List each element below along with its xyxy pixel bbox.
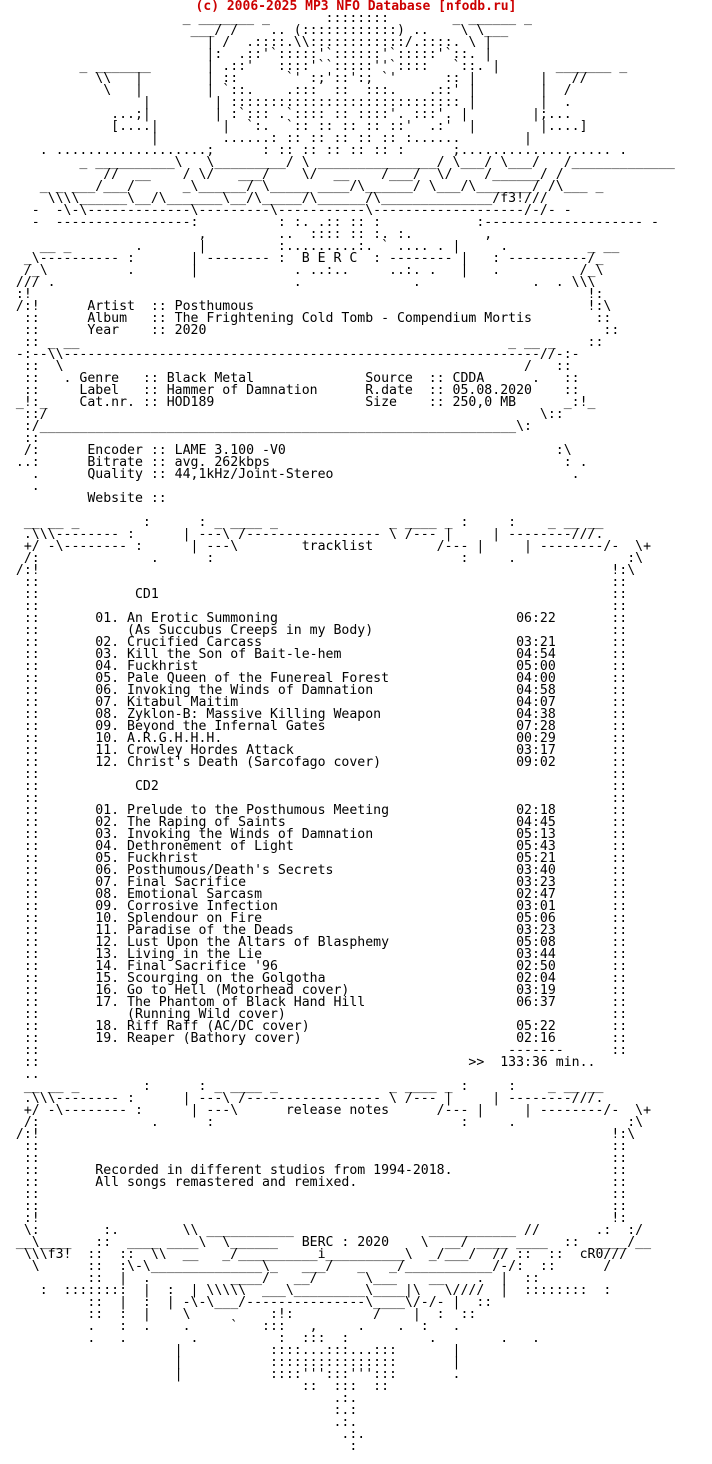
- nfo-line: - -\-\-------------\---------\-----------\-------------------/-/- -: [0, 203, 572, 218]
- nfo-line: // __ / \/ ___/ \/ __ /___/ \/ /______/ /: [0, 167, 564, 182]
- nfo-line: /: Encoder :: LAME 3.100 -V0 :\: [0, 443, 572, 458]
- nfo-line: | ::::...:::...::: |: [0, 1343, 461, 1358]
- nfo-line: :: ::: [0, 791, 628, 806]
- nfo-line: :: 07. Kitabul Maitim 04:07 ::: [0, 695, 628, 710]
- nfo-line: /: . : : . :\: [0, 1115, 644, 1130]
- nfo-ascii-art: [0, 13, 675, 1453]
- nfo-line: _\---------- : | -------- : B E R C : -------- | : ----------/_: [0, 251, 604, 266]
- nfo-line: /_\ . | . ..:.. ..:. . | . /_\: [0, 263, 604, 278]
- nfo-line: __ __ _ : : _ ____ _ _ ____ _ : : _ __ __: [0, 515, 604, 530]
- nfo-line: | ......: :: :: :: :: :: :...... |: [0, 131, 532, 146]
- nfo-line: . ...................; : :: :: :: :: :: : ;................... .: [0, 143, 628, 158]
- site-header: (c) 2006-2025 MP3 NFO Database [nfodb.ru]: [195, 0, 517, 14]
- nfo-line: :: | . ____/ __/ \___ __ . | ::: [0, 1271, 540, 1286]
- nfo-line: :: Album :: The Frightening Cold Tomb - Compendium Mortis ::: [0, 311, 612, 326]
- nfo-line: :: Year :: 2020 ::: [0, 323, 620, 338]
- nfo-line: :: 19. Reaper (Bathory cover) 02:16 ::: [0, 1031, 628, 1046]
- nfo-line: | ::::''':::'''::: .: [0, 1367, 461, 1382]
- nfo-line: /:! !:\: [0, 563, 636, 578]
- nfo-line: :: CD1 ::: [0, 587, 628, 602]
- nfo-line: :: | : | -\-\___/---------------\____\/-/- | ::: [0, 1295, 493, 1310]
- nfo-line: :: 15. Scourging on the Golgotha 02:04 ::: [0, 971, 628, 986]
- nfo-line: /:! !:\: [0, 1127, 636, 1142]
- nfo-line: . : . . ` ::: , . . : .: [0, 1319, 461, 1334]
- nfo-line: :: 14. Final Sacrifice '96 02:50 ::: [0, 959, 628, 974]
- nfo-line: :: 11. Crowley Hordes Attack 03:17 ::: [0, 743, 628, 758]
- nfo-line: :: 02. Crucified Carcass 03:21 ::: [0, 635, 628, 650]
- nfo-line: __ __ _ : : _ ____ _ _ ____ _ : : _ __ __: [0, 1079, 604, 1094]
- nfo-line: :: 13. Living in the Lie 03:44 ::: [0, 947, 628, 962]
- nfo-line: :: 03. Invoking the Winds of Damnation 05:13 ::: [0, 827, 628, 842]
- nfo-line: /// . . . . . \\\: [0, 275, 596, 290]
- nfo-line: :: 09. Corrosive Infection 03:01 ::: [0, 899, 628, 914]
- nfo-line: | / .::::.\\::::::::::::/.::::. \ |: [0, 35, 493, 50]
- nfo-line: :: ::: [0, 599, 628, 614]
- nfo-line: :: All songs remastered and remixed. ::: [0, 1175, 628, 1190]
- nfo-line: +/ -\-------- : | ---\ tracklist /--- | | --------/- \+: [0, 539, 652, 554]
- nfo-line: _ _______ _ :::::::: _ ______ _: [0, 11, 532, 26]
- nfo-line: :: 01. An Erotic Summoning 06:22 ::: [0, 611, 628, 626]
- nfo-line: _!:_ Cat.nr. :: HOD189 Size :: 250,0 MB _:!_: [0, 395, 596, 410]
- nfo-line: .\\\-------- : | ---\ /----------------- \ /--- | | --------///.: [0, 1091, 604, 1106]
- nfo-line: \\\f3! :: :: \\ __ _/__________i__________\ _/___/ // :: :: cR0///: [0, 1247, 628, 1262]
- nfo-line: +/ -\-------- : | ---\ release notes /--- | | --------/- \+: [0, 1103, 652, 1118]
- nfo-line: :/____________________________________________________________\:: [0, 419, 532, 434]
- nfo-line: :: >> 133:36 min..: [0, 1055, 596, 1070]
- nfo-line: :: 05. Fuckhrist 05:21 ::: [0, 851, 628, 866]
- nfo-line: :: CD2 ::: [0, 779, 628, 794]
- nfo-line: ..: [0, 1067, 40, 1082]
- nfo-line: :! !:: [0, 1211, 628, 1226]
- nfo-line: [....| | `:. `:: :: :: :: ::' .:' | |....]: [0, 119, 588, 134]
- nfo-line: :: 10. A.R.G.H.H.H. 00:29 ::: [0, 731, 628, 746]
- nfo-line: - -----------------: : :. .:: :: : :-------------------- -: [0, 215, 659, 230]
- nfo-line: :: ::: [0, 1151, 628, 1166]
- nfo-line: :: 12. Christ's Death (Sarcofago cover) 09:02 ::: [0, 755, 628, 770]
- nfo-line: :: ::: [0, 575, 628, 590]
- nfo-line: , .. :::: :: :. :. ,: [0, 227, 493, 242]
- nfo-line: :: 06. Posthumous/Death's Secrets 03:40 ::: [0, 863, 628, 878]
- nfo-line: :: ::: [0, 1199, 628, 1214]
- nfo-line: :: 09. Beyond the Infernal Gates 07:28 ::: [0, 719, 628, 734]
- nfo-line: | :::::::::::::::: |: [0, 1355, 461, 1370]
- nfo-line: :: ::: [0, 1139, 628, 1154]
- nfo-line: __\____ :: ____ ____\ \______ BERC : 2020 \ __/ ____ ____ :: ____/__: [0, 1235, 652, 1250]
- nfo-line: ..: Bitrate :: avg. 262kbps : .: [0, 455, 588, 470]
- nfo-line: :: (Running Wild cover) ::: [0, 1007, 628, 1022]
- nfo-line: /: . : : . :\: [0, 551, 644, 566]
- nfo-line: ::: [0, 431, 40, 446]
- nfo-line: \ | | `::. .::: :: :::. .::' | | /: [0, 83, 572, 98]
- nfo-line: /:! Artist :: Posthumous !:\: [0, 299, 612, 314]
- nfo-line: :: ::: ::: [0, 1379, 390, 1394]
- nfo-line: :: 12. Lust Upon the Altars of Blasphemy 05:08 ::: [0, 935, 628, 950]
- nfo-line: :: ::: [0, 767, 628, 782]
- nfo-line: :: Recorded in different studios from 1994-2018. ::: [0, 1163, 628, 1178]
- nfo-line: :: [0, 1439, 358, 1454]
- nfo-line: :: 10. Splendour on Fire 05:06 ::: [0, 911, 628, 926]
- nfo-line: :: 18. Riff Raff (AC/DC cover) 05:22 ::: [0, 1019, 628, 1034]
- nfo-line: :: 08. Emotional Sarcasm 02:47 ::: [0, 887, 628, 902]
- nfo-line: _ __________\ \_________/ \ _______________/ \___/ \___/ /_____________: [0, 155, 675, 170]
- nfo-line: \: :. \\ ___________ ___________ // .: :/: [0, 1223, 644, 1238]
- nfo-line: .:.: [0, 1427, 366, 1442]
- nfo-line: \ :: :\-\______________\_ ___/ _ _/___________/-/: :: /: [0, 1259, 612, 1274]
- nfo-line: : :::::::: | : | \\\\\ ___\_________\____|\ \//// | :::::::: :: [0, 1283, 612, 1298]
- nfo-line: :: 05. Pale Queen of the Funereal Forest 04:00 ::: [0, 671, 628, 686]
- nfo-line: :: 17. The Phantom of Black Hand Hill 06:37 ::: [0, 995, 628, 1010]
- nfo-line: :: 04. Fuckhrist 05:00 ::: [0, 659, 628, 674]
- nfo-line: :: 06. Invoking the Winds of Damnation 04:58 ::: [0, 683, 628, 698]
- nfo-line: :: 02. The Raping of Saints 04:45 ::: [0, 815, 628, 830]
- nfo-line: ___/ / .. (::::::::::::) .. \ \___: [0, 23, 509, 38]
- nfo-line: :: . Genre :: Black Metal Source :: CDDA . ::: [0, 371, 580, 386]
- nfo-line: _ _______ | .::' ::::'``:::::''`:::: `::. | _______ _: [0, 59, 628, 74]
- nfo-line: .\\\-------- : | ---\ /----------------- \ /--- | | --------///.: [0, 527, 604, 542]
- nfo-line: :: : | \ :!: / | : ::: [0, 1307, 477, 1322]
- nfo-line: .:.: [0, 1415, 358, 1430]
- nfo-line: |: .::'`:::::'`::::::'`:::::'`::. |: [0, 47, 493, 62]
- nfo-line: :: 04. Dethronement of Light 05:43 ::: [0, 839, 628, 854]
- nfo-line: :: 07. Final Sacrifice 03:23 ::: [0, 875, 628, 890]
- nfo-line: :.:: [0, 1403, 358, 1418]
- nfo-line: :: \ / ::: [0, 359, 572, 374]
- nfo-line: :: 01. Prelude to the Posthumous Meeting 02:18 ::: [0, 803, 628, 818]
- nfo-line: ::/ \::: [0, 407, 564, 422]
- nfo-line: __ _ . | :.........:. ` .... . | . _ __: [0, 239, 620, 254]
- nfo-line: :: 03. Kill the Son of Bait-le-hem 04:54 ::: [0, 647, 628, 662]
- nfo-line: | | ::::::::::::::::::::::::::::: | | .: [0, 95, 572, 110]
- nfo-line: -:--\\------------------------------------------------------------//-:-: [0, 347, 580, 362]
- nfo-line: :: _ __ _ __ _ ::: [0, 335, 604, 350]
- nfo-line: .:.: [0, 1391, 358, 1406]
- nfo-line: :: 16. Go to Hell (Motorhead cover) 03:19 ::: [0, 983, 628, 998]
- nfo-line: :: 11. Paradise of the Deads 03:23 ::: [0, 923, 628, 938]
- nfo-line: _ _ ___/___/ _\______/ \_____ ____/\______/ \___/\_______/ /\___ _: [0, 179, 604, 194]
- nfo-line: ...;| | :`::: .`:::: :: ::::'. :::'. | |;...: [0, 107, 572, 122]
- nfo-line: :: ::: [0, 1187, 628, 1202]
- nfo-line: :! !:: [0, 287, 604, 302]
- nfo-line: . Quality :: 44,1kHz/Joint-Stereo .: [0, 467, 580, 482]
- nfo-line: :: Label :: Hammer of Damnation R.date :: 05.08.2020 ::: [0, 383, 580, 398]
- nfo-line: .: [0, 479, 40, 494]
- nfo-line: Website ::: [0, 491, 167, 506]
- nfo-line: \\ | | :: `' :;'::':; `' :: | | //: [0, 71, 588, 86]
- nfo-line: :: 08. Zyklon-B: Massive Killing Weapon 04:38 ::: [0, 707, 628, 722]
- nfo-line: :: ------- ::: [0, 1043, 628, 1058]
- nfo-line: :: (As Succubus Creeps in my Body) ::: [0, 623, 628, 638]
- nfo-line: . . . : ::: : . . .: [0, 1331, 540, 1346]
- nfo-line: \\\\______\__/\_______\__/\_____/\______/\______________/f3!///: [0, 191, 548, 206]
